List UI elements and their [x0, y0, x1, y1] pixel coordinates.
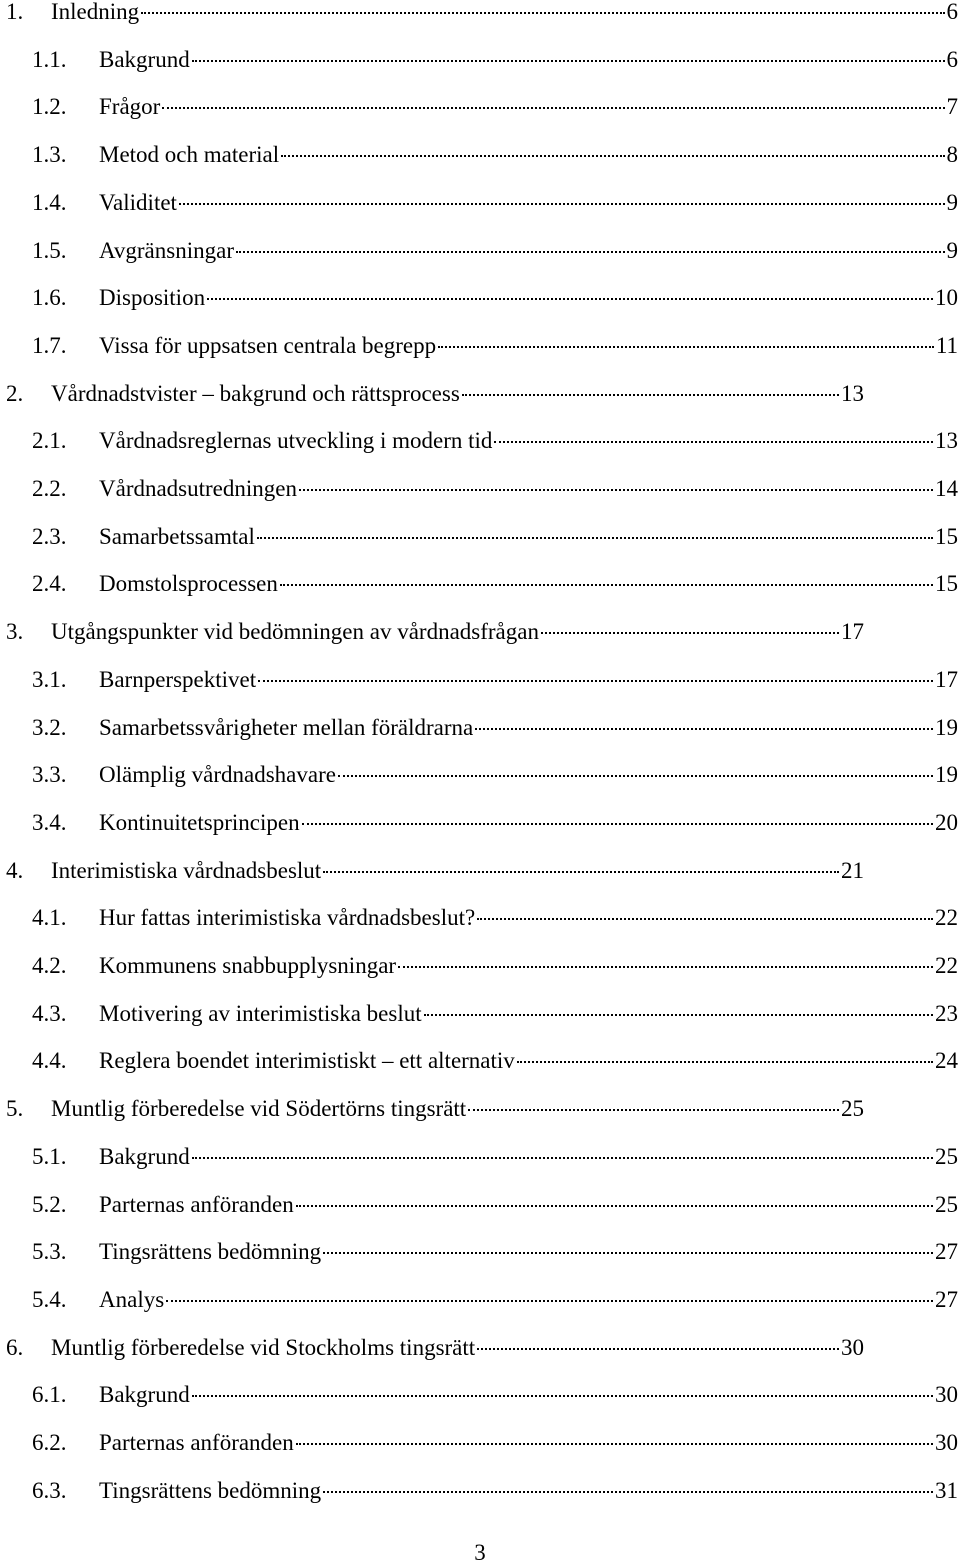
toc-entry-title: Interimistiska vårdnadsbeslut: [51, 857, 322, 883]
toc-entry-line: [99, 45, 958, 75]
toc-dot-leader: [192, 1157, 933, 1159]
toc-entry: [0, 188, 960, 218]
toc-entry-page: 22: [935, 905, 958, 931]
toc-dot-leader: [477, 918, 933, 920]
toc-dot-leader: [296, 1205, 933, 1207]
toc-entry: [0, 1094, 960, 1124]
toc-entry-line: [99, 426, 958, 456]
toc-entry: [0, 1142, 960, 1172]
toc-dot-leader: [494, 441, 933, 443]
toc-entry-line: [99, 569, 958, 599]
toc-entry-number: 2.1.: [32, 428, 67, 454]
toc-dot-leader: [323, 1252, 933, 1254]
toc-entry-title: Tingsrättens bedömning: [99, 1239, 322, 1265]
toc-entry-number: 3.4.: [32, 809, 67, 835]
toc-entry-page: 9: [946, 237, 958, 263]
toc-entry-line: [99, 331, 958, 361]
toc-entry-title: Parternas anföranden: [99, 1430, 294, 1455]
toc-entry-title: Kontinuitetsprincipen: [99, 809, 300, 835]
toc-entry-title: Disposition: [99, 285, 206, 311]
toc-entry-page: 22: [935, 953, 958, 978]
toc-entry-number: 6.: [6, 1334, 24, 1360]
toc-entry-number: 3.3.: [32, 762, 67, 788]
toc-entry-number: 6.1.: [32, 1382, 67, 1408]
toc-entry-line: [99, 713, 958, 743]
toc-entry-page: 24: [935, 1048, 958, 1074]
toc-dot-leader: [296, 1443, 933, 1445]
toc-entry-page: 25: [935, 1143, 958, 1169]
toc-entry-title: Samarbetssvårigheter mellan föräldrarna: [99, 714, 474, 740]
toc-entry-title: Kommunens snabbupplysningar: [99, 953, 397, 978]
toc-entry-title: Muntlig förberedelse vid Södertörns tingsrätt: [51, 1096, 467, 1122]
toc-entry: [0, 426, 960, 456]
toc-entry-page: 17: [935, 666, 958, 692]
toc-entry-page: 8: [946, 142, 958, 168]
toc-entry: [0, 92, 960, 122]
toc-entry: [0, 1428, 960, 1458]
toc-entry-number: 3.: [6, 619, 24, 645]
toc-entry-title: Vissa för uppsatsen centrala begrepp: [99, 332, 437, 358]
toc-entry-line: [51, 617, 864, 647]
toc-entry: [0, 236, 960, 266]
toc-entry-title: Validitet: [99, 189, 177, 215]
toc-entry-line: [99, 999, 958, 1029]
toc-entry-number: 4.4.: [32, 1048, 67, 1074]
toc-entry: [0, 856, 960, 886]
toc-entry-page: 7: [946, 94, 958, 120]
toc-entry: [0, 665, 960, 695]
toc-entry-title: Muntlig förberedelse vid Stockholms tingsrätt: [51, 1334, 476, 1360]
toc-entry-line: [99, 951, 958, 981]
toc-entry-page: 30: [841, 1334, 864, 1360]
toc-entry-page: 30: [935, 1430, 958, 1455]
toc-entry: [0, 617, 960, 647]
toc-entry-title: Bakgrund: [99, 1143, 190, 1169]
toc-entry-page: 27: [935, 1286, 958, 1312]
toc-entry-page: 17: [841, 619, 864, 645]
toc-entry: [0, 283, 960, 313]
toc-entry: [0, 1285, 960, 1315]
toc-entry-number: 1.5.: [32, 237, 67, 263]
toc-dot-leader: [162, 107, 944, 109]
toc-entry-number: 2.4.: [32, 571, 67, 597]
toc-entry: [0, 1333, 960, 1363]
toc-dot-leader: [438, 346, 934, 348]
page-number: 3: [474, 1540, 486, 1565]
toc-entry: [0, 808, 960, 838]
toc-dot-leader: [462, 394, 839, 396]
toc-entry-number: 4.1.: [32, 905, 67, 931]
toc-entry-page: 13: [841, 380, 864, 406]
toc-entry-line: [99, 1237, 958, 1267]
toc-dot-leader: [179, 203, 945, 205]
toc-entry-line: [99, 188, 958, 218]
toc-entry-page: 11: [935, 332, 958, 358]
toc-entry-line: [99, 1476, 958, 1506]
toc-entry: [0, 0, 960, 27]
toc-entry: [0, 1380, 960, 1410]
toc-entry-title: Vårdnadstvister – bakgrund och rättsprocess: [51, 380, 460, 406]
toc-dot-leader: [338, 775, 933, 777]
toc-entry-page: 25: [935, 1191, 958, 1217]
toc-entry-title: Domstolsprocessen: [99, 571, 278, 597]
toc-entry: [0, 45, 960, 75]
toc-entry-line: [99, 283, 958, 313]
toc-entry-title: Bakgrund: [99, 1382, 190, 1408]
toc-dot-leader: [323, 871, 839, 873]
toc-entry-number: 2.2.: [32, 476, 67, 501]
toc-entry-page: 13: [935, 428, 958, 454]
toc-entry: [0, 903, 960, 933]
toc-entry-line: [99, 1142, 958, 1172]
toc-entry-number: 3.2.: [32, 714, 67, 740]
toc-entry-line: [51, 1094, 864, 1124]
toc-entry-title: Vårdnadsreglernas utveckling i modern tid: [99, 428, 493, 454]
toc-entry-title: Bakgrund: [99, 46, 190, 72]
toc-entry-page: 6: [946, 46, 958, 72]
toc-entry-title: Metod och material: [99, 142, 280, 168]
toc-dot-leader: [258, 680, 933, 682]
toc-entry-line: [99, 140, 958, 170]
toc-dot-leader: [192, 1395, 933, 1397]
toc-entry-line: [99, 760, 958, 790]
toc-entry: [0, 1046, 960, 1076]
toc-dot-leader: [281, 155, 944, 157]
toc-entry-number: 1.4.: [32, 189, 67, 215]
toc-entry-line: [99, 1380, 958, 1410]
toc-dot-leader: [475, 728, 933, 730]
toc-entry-title: Avgränsningar: [99, 237, 234, 263]
toc-dot-leader: [236, 251, 945, 253]
toc-entry-title: Motivering av interimistiska beslut: [99, 1000, 422, 1026]
toc-entry-title: Frågor: [99, 94, 161, 120]
toc-entry-page: 6: [946, 0, 958, 24]
toc-entry-number: 1.7.: [32, 332, 67, 358]
toc-entry-number: 3.1.: [32, 666, 67, 692]
toc-entry-number: 1.3.: [32, 142, 67, 168]
toc-dot-leader: [299, 489, 933, 491]
toc-entry-page: 21: [841, 857, 864, 883]
toc-entry: [0, 951, 960, 981]
toc-entry-number: 5.2.: [32, 1191, 67, 1217]
toc-entry-page: 23: [935, 1000, 958, 1026]
toc-entry-title: Utgångspunkter vid bedömningen av vårdnadsfrågan: [51, 619, 539, 645]
toc-entry-number: 1.: [6, 0, 24, 24]
toc-entry-title: Tingsrättens bedömning: [99, 1477, 322, 1503]
toc-dot-leader: [517, 1061, 933, 1063]
toc-entry-number: 6.2.: [32, 1430, 67, 1455]
toc-entry-page: 20: [935, 809, 958, 835]
toc-dot-leader: [477, 1348, 839, 1350]
toc-entry: [0, 999, 960, 1029]
toc-entry-title: Inledning: [51, 0, 140, 24]
toc-entry: [0, 522, 960, 552]
toc-entry-title: Barnperspektivet: [99, 666, 257, 692]
toc-entry: [0, 713, 960, 743]
toc-entry-number: 4.: [6, 857, 24, 883]
toc-entry-page: 19: [935, 762, 958, 788]
toc-entry-number: 5.1.: [32, 1143, 67, 1169]
toc-entry-number: 1.6.: [32, 285, 67, 311]
toc-entry-number: 1.1.: [32, 46, 67, 72]
toc-dot-leader: [257, 537, 933, 539]
toc-dot-leader: [302, 823, 933, 825]
toc-entry-page: 19: [935, 714, 958, 740]
toc-dot-leader: [468, 1109, 839, 1111]
toc-entry-title: Analys: [99, 1286, 165, 1312]
toc-entry: [0, 1237, 960, 1267]
toc-entry: [0, 1190, 960, 1220]
toc-dot-leader: [141, 12, 944, 14]
toc-entry: [0, 760, 960, 790]
toc-entry: [0, 140, 960, 170]
toc-entry-line: [99, 665, 958, 695]
toc-entry-line: [99, 474, 958, 504]
toc-dot-leader: [541, 632, 839, 634]
toc-entry-line: [51, 0, 958, 27]
toc-entry-title: Parternas anföranden: [99, 1191, 294, 1217]
toc-entry-number: 5.: [6, 1096, 24, 1122]
toc-entry: [0, 331, 960, 361]
toc-entry-line: [51, 379, 864, 409]
toc-entry-line: [99, 522, 958, 552]
toc-entry-line: [99, 1285, 958, 1315]
toc-entry-title: Olämplig vårdnadshavare: [99, 762, 336, 788]
toc-entry-line: [99, 92, 958, 122]
toc-entry-line: [51, 1333, 864, 1363]
toc-entry-number: 2.3.: [32, 523, 67, 549]
toc-dot-leader: [424, 1014, 933, 1016]
toc-entry-number: 1.2.: [32, 94, 67, 120]
toc-entry-page: 30: [935, 1382, 958, 1408]
toc-entry: [0, 474, 960, 504]
toc-entry-line: [99, 808, 958, 838]
toc-entry-line: [99, 1428, 958, 1458]
toc-entry-line: [99, 236, 958, 266]
toc-entry-line: [99, 903, 958, 933]
toc-entry-page: 15: [935, 571, 958, 597]
toc-entry-title: Vårdnadsutredningen: [99, 476, 297, 501]
toc-entry-number: 4.3.: [32, 1000, 67, 1026]
toc-dot-leader: [207, 298, 933, 300]
toc-entry-number: 2.: [6, 380, 24, 406]
toc-entry-number: 4.2.: [32, 953, 67, 978]
toc-dot-leader: [192, 60, 945, 62]
toc-dot-leader: [280, 584, 933, 586]
toc-entry-number: 5.4.: [32, 1286, 67, 1312]
toc-entry-number: 5.3.: [32, 1239, 67, 1265]
toc-entry: [0, 1476, 960, 1506]
toc-entry-line: [99, 1190, 958, 1220]
toc-entry: [0, 569, 960, 599]
toc-entry-page: 10: [935, 285, 958, 311]
toc-entry-number: 6.3.: [32, 1477, 67, 1503]
toc-entry-page: 25: [841, 1096, 864, 1122]
toc-entry-page: 14: [935, 476, 958, 501]
toc-entry-title: Samarbetssamtal: [99, 523, 255, 549]
toc-dot-leader: [398, 966, 933, 968]
toc-dot-leader: [166, 1300, 933, 1302]
toc-entry-title: Hur fattas interimistiska vårdnadsbeslut?: [99, 905, 476, 931]
toc-entry-page: 9: [946, 189, 958, 215]
toc-dot-leader: [323, 1491, 933, 1493]
toc-entry-line: [99, 1046, 958, 1076]
toc-entry-page: 27: [935, 1239, 958, 1265]
toc-entry-title: Reglera boendet interimistiskt – ett alternativ: [99, 1048, 515, 1074]
toc-entry: [0, 379, 960, 409]
toc-entry-line: [51, 856, 864, 886]
toc-entry-page: 15: [935, 523, 958, 549]
toc-entry-page: 31: [935, 1477, 958, 1503]
